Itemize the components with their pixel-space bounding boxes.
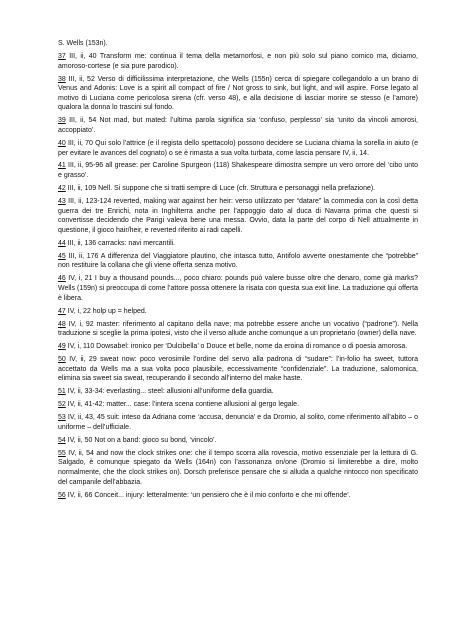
- endnote-text: III, ii, 109 Nell. Si suppone che si tratti sempre di Luce (cfr. Struttura e personaggi nella prefazione).: [67, 185, 376, 193]
- endnote-text: IV, ii, 43, 45 suit: inteso da Adriana come ‘accusa, denuncia’ e da Dromio, al solito, come riferimento all’abito – o uniforme – dell’ufficiale.: [58, 414, 418, 431]
- endnote-number: 52: [58, 401, 66, 409]
- endnote-number: 46: [58, 275, 66, 283]
- endnote-text: IV, ii, 50 Not on a band: gioco su bond, ‘vincolo’.: [67, 436, 217, 444]
- endnote-text: IV, ii, 33-34: everlasting... steel: allusioni all’uniforme della guardia.: [67, 388, 274, 396]
- endnote: [58, 436, 418, 446]
- endnote-number: 40: [58, 139, 66, 147]
- endnote-number: 38: [58, 75, 66, 83]
- endnote-number: 49: [58, 343, 66, 351]
- endnote-number: 53: [58, 414, 66, 422]
- endnote-text: IV, ii, 66 Conceit... injury: letteralmente: ‘un pensiero che è il mio conforto e che mi offende’.: [67, 491, 351, 499]
- endnote-text: IV, i, 22 holp up = helped.: [67, 307, 147, 315]
- endnote: [58, 342, 418, 352]
- endnote-text: IV, ii, 54 and now the clock strikes one: che il tempo scorra alla rovescia, motivo essenziale per la lettura di G. Salgado, è comunque spiegato da Wells (164n) con l’assonanza on/one (Dromio si limiterebbe a dire, molto normalmente, che the clock strikes on). Dorsch preferisce pensare che si alluda a qualche rintocco non specificato del campanile dell’abbazia.: [58, 449, 419, 486]
- endnote: [58, 75, 418, 113]
- endnote: [58, 491, 418, 501]
- endnote: [58, 252, 418, 271]
- endnote: [58, 449, 418, 487]
- endnote: [58, 116, 418, 135]
- endnote-number: 48: [58, 320, 66, 328]
- endnote-text: IV, i, 92 master: riferimento al capitano della nave; ma potrebbe essere anche un vocativo (“padrone”). Nella traduzione si sceglie la prima ipotesi, visto che il verso allude anche comunque a un proprietario (owner) della nave.: [58, 320, 418, 338]
- endnote-text: IV, ii, 41-42: matter... case: l’intera scena contiene allusioni al gergo legale.: [67, 401, 300, 409]
- endnote: [58, 52, 418, 71]
- endnote: [58, 161, 418, 180]
- endnote-number: 37: [58, 52, 66, 60]
- endnote-number: 55: [58, 449, 66, 457]
- endnote-number: 54: [58, 436, 66, 444]
- endnote-number: 43: [58, 198, 66, 206]
- endnote: [58, 307, 418, 317]
- endnote: [58, 274, 418, 303]
- endnote-number: 47: [58, 307, 66, 315]
- endnote: [58, 413, 418, 432]
- endnote-text: III, ii, 70 Qui solo l’attrice (e il regista dello spettacolo) possono decidere se Luciana chiama la sorella in aiuto (e per evitare le avances del cognato) o se è rimasta a sua volta turbata, come lascia pensare IV, ii, 14.: [58, 139, 418, 157]
- endnote-text: III, ii, 95-96 all grease: per Caroline Spurgeon (118) Shakespeare dimostra sempre un vero orrore del ‘cibo unto e grasso’.: [58, 162, 418, 180]
- endnote-number: 45: [58, 252, 66, 260]
- endnote-number: 42: [58, 185, 66, 193]
- endnote-text: III, ii, 52 Verso di difficilissima interpretazione, che Wells (155n) cerca di spiegare collegandolo a un brano di Venus and Adonis: Love is a spirit all compact of fire / Not gross to sink, but light, and will aspire. Forse legato al motivo di Luciana come pericolosa sirena (cfr. verso 48), e alla decisione di lasciar morire se stesso (e l’amore) qualora la donna lo trascini sul fondo.: [58, 75, 418, 112]
- endnote-number: 50: [58, 356, 66, 364]
- endnote-text: III, ii, 40 Transform me: continua il tema della metamorfosi, e non più solo sul piano comico ma, diciamo, amoroso-cortese (e sia pure parodico).: [58, 52, 418, 70]
- endnote-text: III, ii, 54 Not mad, but mated: l’ultima parola significa sia ‘confuso, perplesso’ sia ‘unito da vincoli amorosi, accoppiato’.: [58, 117, 418, 134]
- endnote-number: 41: [58, 162, 66, 170]
- endnote-text: IV, i, 110 Dowsabel: ironico per ‘Dulcibella’ o Douce et belle, nome da eroina di romance o di poesia amorosa.: [67, 343, 408, 351]
- endnote-number: 51: [58, 388, 66, 396]
- endnote: [58, 320, 418, 339]
- endnotes-list: [58, 52, 418, 500]
- endnote: [58, 239, 418, 249]
- endnote-number: 44: [58, 239, 66, 247]
- endnote: [58, 355, 418, 384]
- endnote: [58, 197, 418, 235]
- continued-text: S. Wells (153n).: [58, 40, 108, 47]
- endnote-number: 56: [58, 491, 66, 499]
- endnote-text: III, ii, 123-124 reverted, making war against her heir: verso utilizzato per “datare” la commedia con la così detta guerra dei tre Enrichi, nota in Inghilterra anche per l’appoggio dato al duca di Navarra prima che questi si convertisse decidendo che Parigi valeva bene una messa. Ovvio, data la parte del corpo di Nell attualmente in questione, il gioco hair/heir, e reverted riferito ai radi capelli.: [58, 198, 418, 234]
- endnote-text: III, ii, 136 carracks: navi mercantili.: [67, 239, 176, 247]
- endnote-text: IV, i, 21 I buy a thousand pounds..., poco chiaro: pounds può valere busse oltre che denaro, come già marks? Wells (159n) si preoccupa di come l’attore possa ottenere la risata con questa sua exit line. La traduzione qui offerta è libera.: [58, 275, 418, 302]
- endnote-text: III, ii, 176 A differenza del Viaggiatore plautino, che intasca tutto, Antifolo avverte onestamente che “potrebbe” non restituire la collana che gli viene offerta senza motivo.: [58, 252, 418, 270]
- endnote: [58, 400, 418, 410]
- endnote: [58, 387, 418, 397]
- endnote-text: IV, ii, 29 sweat now: poco verosimile l’ordine del servo alla padrona di “sudare”: l’in-folio ha sweet, tuttora accettato da Wells ma a sua volta poco plausibile, eccessivamente “confidenziale”. La traduzione, salomonica, elimina sia sweet sia sweat, recuperando il secondo all’interno del make haste.: [58, 356, 418, 383]
- endnote: [58, 139, 418, 158]
- endnote-number: 39: [58, 117, 66, 125]
- endnote: [58, 184, 418, 194]
